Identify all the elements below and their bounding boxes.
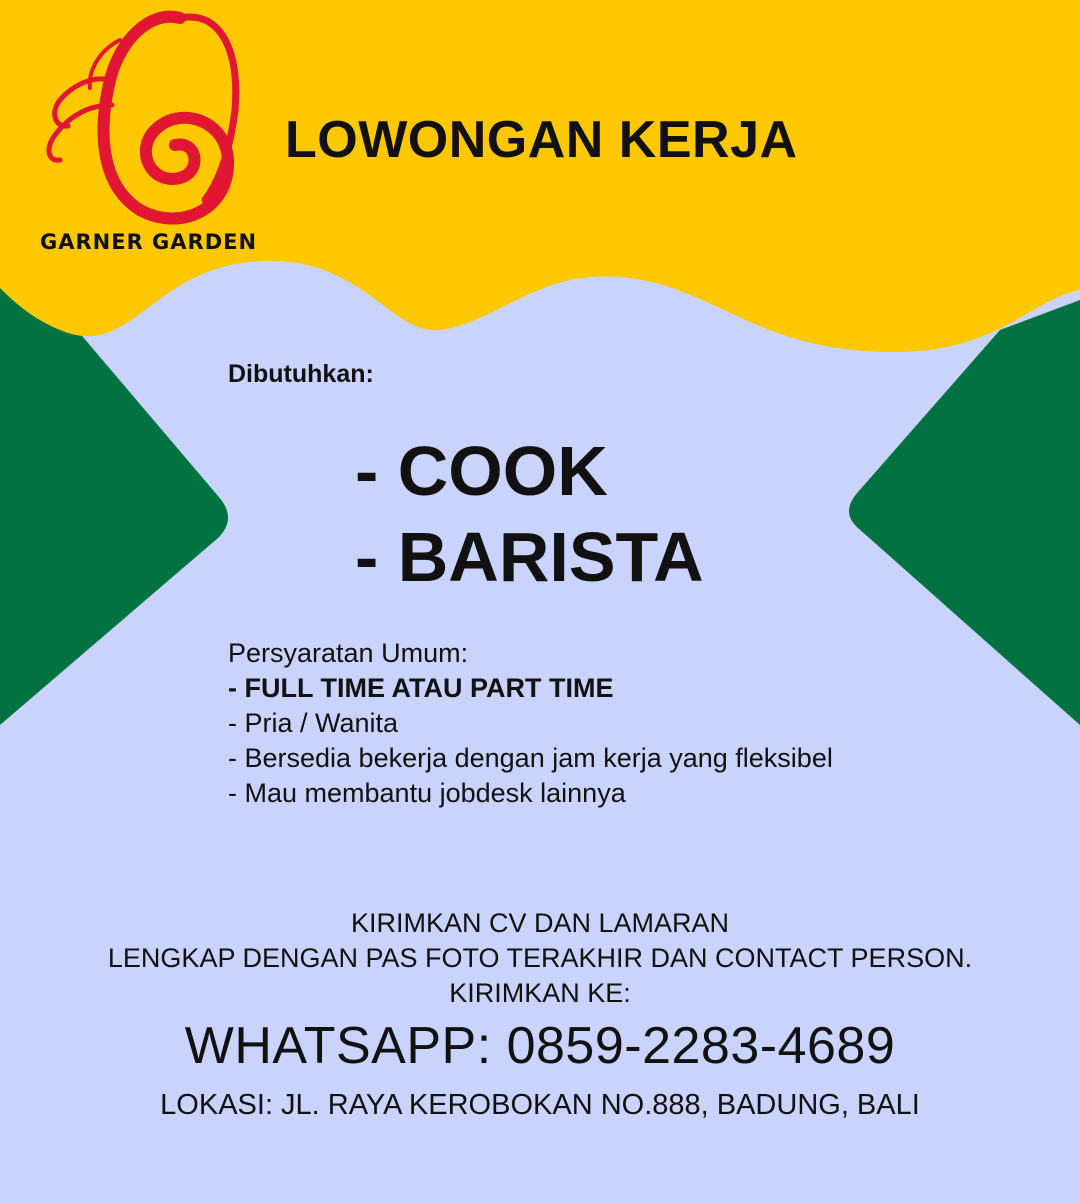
instruction-line: KIRIMKAN CV DAN LAMARAN — [350, 908, 730, 938]
instruction-line: LENGKAP DENGAN PAS FOTO TERAKHIR DAN CONTACT PERSON. — [107, 943, 973, 973]
application-instructions — [0, 906, 1080, 1011]
brand-name: GARNER GARDEN — [40, 230, 258, 254]
positions-list — [355, 428, 704, 600]
requirements-section — [228, 636, 833, 811]
logo — [30, 10, 270, 260]
needed-label: Dibutuhkan: — [228, 360, 374, 388]
instruction-line: KIRIMKAN KE: — [449, 978, 631, 1008]
left-green-shape — [0, 280, 228, 725]
position-item: - BARISTA — [355, 518, 704, 596]
page-title: LOWONGAN KERJA — [285, 111, 798, 169]
position-item: - COOK — [355, 432, 608, 510]
requirement-item: - Mau membantu jobdesk lainnya — [228, 778, 626, 808]
requirement-item: - Bersedia bekerja dengan jam kerja yang fleksibel — [228, 743, 833, 773]
requirement-item: - FULL TIME ATAU PART TIME — [228, 673, 614, 703]
butterfly-logo-icon — [30, 10, 270, 240]
location-address: LOKASI: JL. RAYA KEROBOKAN NO.888, BADUNG, BALI — [160, 1089, 920, 1121]
requirements-heading: Persyaratan Umum: — [228, 638, 469, 668]
right-green-shape — [849, 300, 1080, 725]
requirement-item: - Pria / Wanita — [228, 708, 399, 738]
whatsapp-number: WHATSAPP: 0859-2283-4689 — [184, 1017, 896, 1075]
